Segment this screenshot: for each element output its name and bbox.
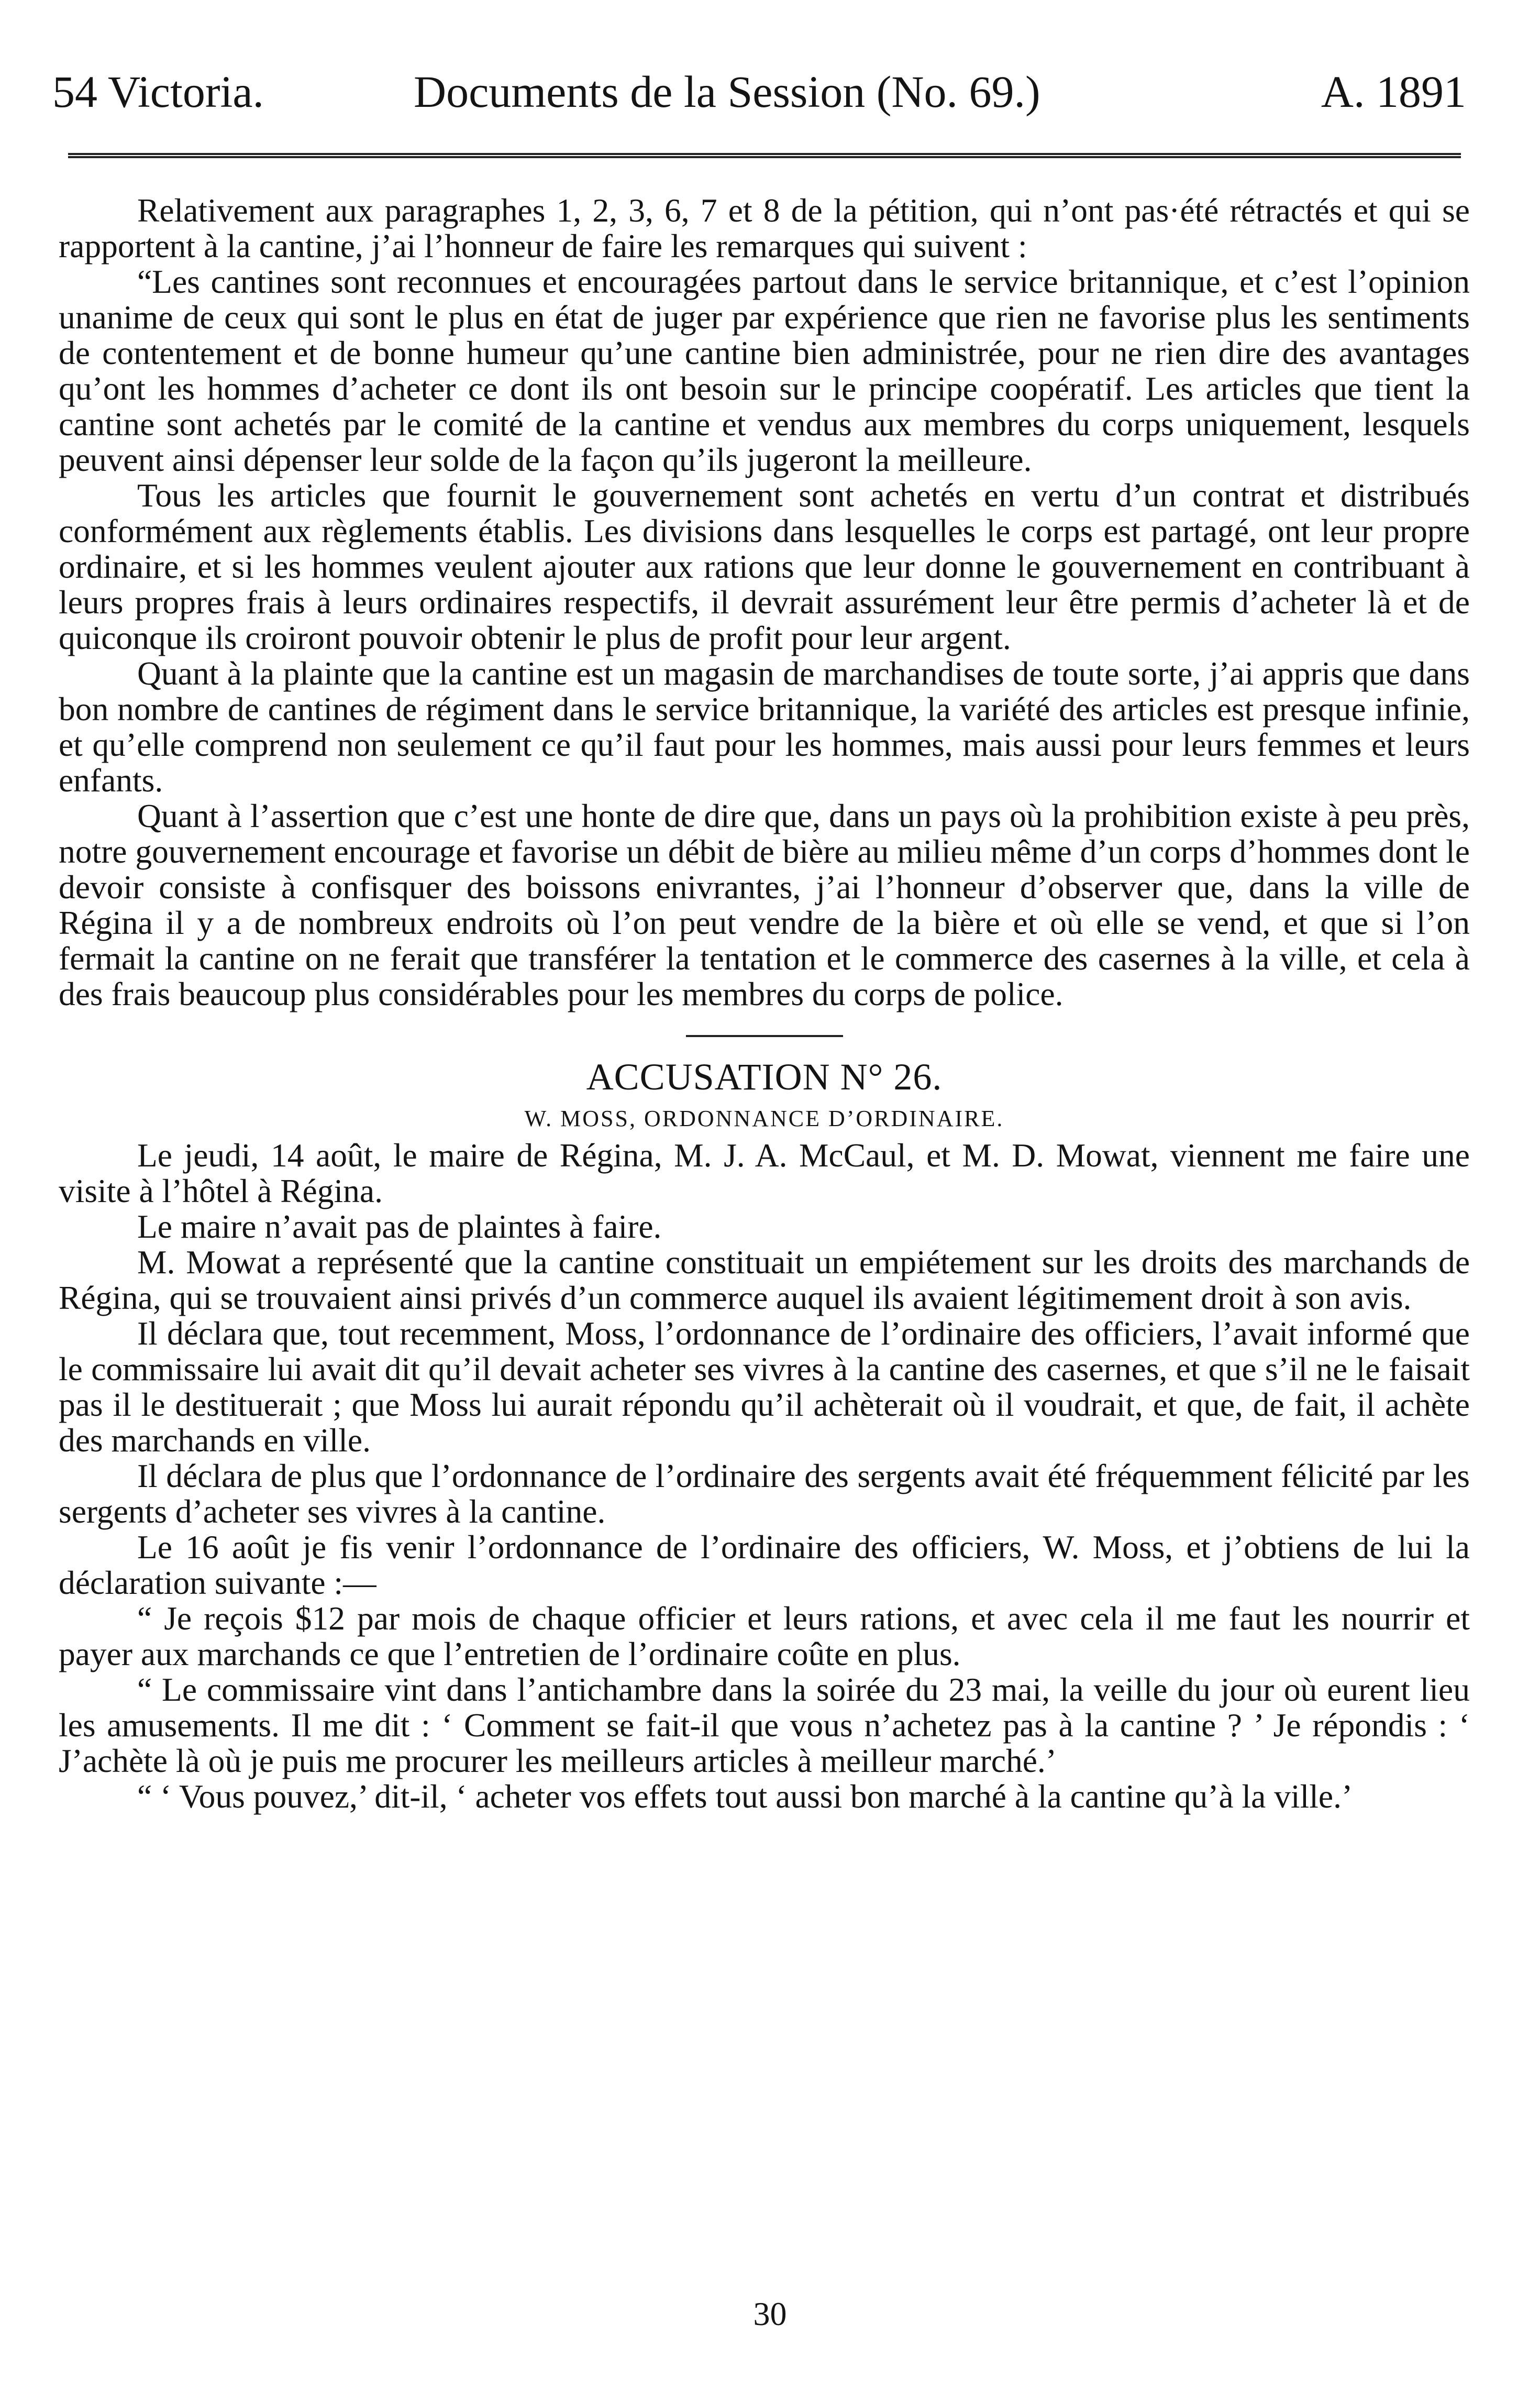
header-year: A. 1891 <box>1321 67 1466 117</box>
body-text <box>59 193 1470 1814</box>
page-number: 30 <box>753 2295 787 2332</box>
paragraph: Quant à l’assertion que c’est une honte de dire que, dans un pays où la prohibition existe à peu près, notre gouvernement encourage et favorise un débit de bière au milieu même d’un corps d’hommes dont le devoir consiste à confisquer des boissons enivrantes, j’ai l’honneur d’observer que, dans la ville de Régina il y a de nombreux endroits où l’on peut vendre de la bière et où elle se vend, et que si l’on fermait la cantine on ne ferait que transférer la tentation et le commerce des casernes à la ville, et cela à des frais beaucoup plus considérables pour les membres du corps de police. <box>59 797 1470 1012</box>
paragraph: Relativement aux paragraphes 1, 2, 3, 6, 7 et 8 de la pétition, qui n’ont pas·été rétractés et qui se rapportent à la cantine, j’ai l’honneur de faire les remarques qui suivent : <box>59 192 1470 265</box>
paragraph: Il déclara que, tout recemment, Moss, l’ordonnance de l’ordinaire des officiers, l’avait informé que le commissaire lui avait dit qu’il devait acheter ses vivres à la cantine des casernes, et que s’il ne le faisait pas il le destituerait ; que Moss lui aurait répondu qu’il achèterait où il voudrait, et que, de fait, il achète des marchands en ville. <box>59 1315 1470 1459</box>
header-double-rule <box>68 153 1461 158</box>
section-subtitle: W. MOSS, ORDONNANCE D’ORDINAIRE. <box>524 1106 1004 1131</box>
paragraph: “ ‘ Vous pouvez,’ dit-il, ‘ acheter vos effets tout aussi bon marché à la cantine qu’à la ville.’ <box>137 1778 1353 1815</box>
paragraph: “ Le commissaire vint dans l’antichambre dans la soirée du 23 mai, la veille du jour où eurent lieu les amusements. Il me dit : ‘ Comment se fait-il que vous n’achetez pas à la cantine ? ’ Je répondis : ‘ J’achète là où je puis me procurer les meilleurs articles à meilleur marché.’ <box>59 1671 1470 1779</box>
paragraph: “ Je reçois $12 par mois de chaque officier et leurs rations, et avec cela il me faut les nourrir et payer aux marchands ce que l’entretien de l’ordinaire coûte en plus. <box>59 1600 1470 1672</box>
paragraph: Le maire n’avait pas de plaintes à faire. <box>137 1208 662 1245</box>
paragraph: “Les cantines sont reconnues et encouragées partout dans le service britannique, et c’est l’opinion unanime de ceux qui sont le plus en état de juger par expérience que rien ne favorise plus les sentiments de contentement et de bonne humeur qu’une cantine bien administrée, pour ne rien dire des avantages qu’ont les hommes d’acheter ce dont ils ont besoin sur le principe coopératif. Les articles que tient la cantine sont achetés par le comité de la cantine et vendus aux membres du corps uniquement, lesquels peuvent ainsi dépenser leur solde de la façon qu’ils jugeront la meilleure. <box>59 263 1470 478</box>
paragraph: Il déclara de plus que l’ordonnance de l’ordinaire des sergents avait été fréquemment félicité par les sergents d’acheter ses vivres à la cantine. <box>59 1457 1470 1530</box>
running-header <box>52 58 1466 126</box>
paragraph: M. Mowat a représenté que la cantine constituait un empiétement sur les droits des marchands de Régina, qui se trouvaient ainsi privés d’un commerce auquel ils avaient légitimement droit à son avis. <box>59 1243 1470 1316</box>
paragraph: Tous les articles que fournit le gouvernement sont achetés en vertu d’un contrat et distribués conformément aux règlements établis. Les divisions dans lesquelles le corps est partagé, ont leur propre ordinaire, et si les hommes veulent ajouter aux rations que leur donne le gouvernement en contribuant à leurs propres frais à leurs ordinaires respectifs, il devrait assurément leur être permis d’acheter là et de quiconque ils croiront pouvoir obtenir le plus de profit pour leur argent. <box>59 477 1470 656</box>
paragraph: Quant à la plainte que la cantine est un magasin de marchandises de toute sorte, j’ai appris que dans bon nombre de cantines de régiment dans le service britannique, la variété des articles est presque infinie, et qu’elle comprend non seulement ce qu’il faut pour les hommes, mais aussi pour leurs femmes et leurs enfants. <box>59 655 1470 799</box>
paragraph: Le jeudi, 14 août, le maire de Régina, M. J. A. McCaul, et M. D. Mowat, viennent me faire une visite à l’hôtel à Régina. <box>59 1137 1470 1209</box>
section-title: ACCUSATION N° 26. <box>586 1056 943 1098</box>
header-series-title: Documents de la Session (No. 69.) <box>414 67 1040 117</box>
paragraph: Le 16 août je fis venir l’ordonnance de l’ordinaire des officiers, W. Moss, et j’obtiens de lui la déclaration suivante :— <box>59 1528 1470 1601</box>
header-regnal-year: 54 Victoria. <box>52 67 264 117</box>
section-divider <box>686 1035 843 1037</box>
